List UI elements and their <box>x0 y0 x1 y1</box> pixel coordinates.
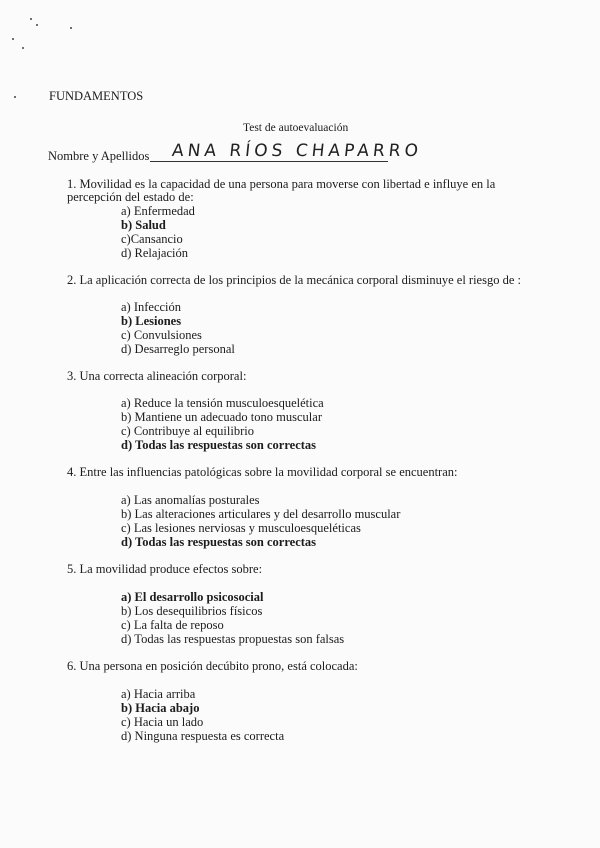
question-6: 6. Una persona en posición decúbito prono, está colocada: <box>67 659 358 673</box>
q2-option-b-correct: b) Lesiones <box>121 314 182 328</box>
question-1: 1. Movilidad es la capacidad de una persona para moverse con libertad e influye en la <box>67 177 496 191</box>
q1-option-c: c)Cansancio <box>121 232 183 246</box>
question-4: 4. Entre las influencias patológicas sobre la movilidad corporal se encuentran: <box>67 465 458 479</box>
q5-option-c: c) La falta de reposo <box>121 618 224 632</box>
q6-option-c: c) Hacia un lado <box>121 715 204 729</box>
q3-option-b: b) Mantiene un adecuado tono muscular <box>121 410 322 424</box>
q4-option-d-correct: d) Todas las respuestas son correctas <box>121 535 317 549</box>
scan-speck <box>12 38 14 40</box>
q5-option-a-correct: a) El desarrollo psicosocial <box>121 590 264 604</box>
q1-option-b-correct: b) Salud <box>121 218 166 232</box>
name-underline <box>150 161 388 162</box>
q3-option-c: c) Contribuye al equilibrio <box>121 424 254 438</box>
handwritten-name: ANA RÍOS CHAPARRO <box>170 141 423 161</box>
question-2: 2. La aplicación correcta de los principios de la mecánica corporal disminuye el riesgo de : <box>67 273 521 287</box>
scan-speck <box>36 24 38 26</box>
test-title: Test de autoevaluación <box>243 122 349 134</box>
q4-option-b: b) Las alteraciones articulares y del desarrollo muscular <box>121 507 401 521</box>
q3-option-a: a) Reduce la tensión musculoesquelética <box>121 396 324 410</box>
q2-option-a: a) Infección <box>121 300 182 314</box>
q5-option-b: b) Los desequilibrios físicos <box>121 604 263 618</box>
scan-speck <box>70 27 72 29</box>
question-3: 3. Una correcta alineación corporal: <box>67 369 247 383</box>
name-label: Nombre y Apellidos <box>48 149 150 163</box>
scan-speck <box>14 96 16 98</box>
q6-option-d: d) Ninguna respuesta es correcta <box>121 729 285 743</box>
question-5: 5. La movilidad produce efectos sobre: <box>67 562 263 576</box>
scan-speck <box>22 47 24 49</box>
q1-option-d: d) Relajación <box>121 246 188 260</box>
q3-option-d-correct: d) Todas las respuestas son correctas <box>121 438 317 452</box>
q2-option-d: d) Desarreglo personal <box>121 342 235 356</box>
question-1-cont: percepción del estado de: <box>67 190 194 204</box>
q2-option-c: c) Convulsiones <box>121 328 202 342</box>
scan-speck <box>30 18 32 20</box>
q1-option-a: a) Enfermedad <box>121 204 195 218</box>
q4-option-a: a) Las anomalías posturales <box>121 493 260 507</box>
q4-option-c: c) Las lesiones nerviosas y musculoesqueléticas <box>121 521 361 535</box>
course-heading: FUNDAMENTOS <box>49 89 144 103</box>
q5-option-d: d) Todas las respuestas propuestas son falsas <box>121 632 345 646</box>
q6-option-b-correct: b) Hacia abajo <box>121 701 200 715</box>
q6-option-a: a) Hacia arriba <box>121 687 196 701</box>
